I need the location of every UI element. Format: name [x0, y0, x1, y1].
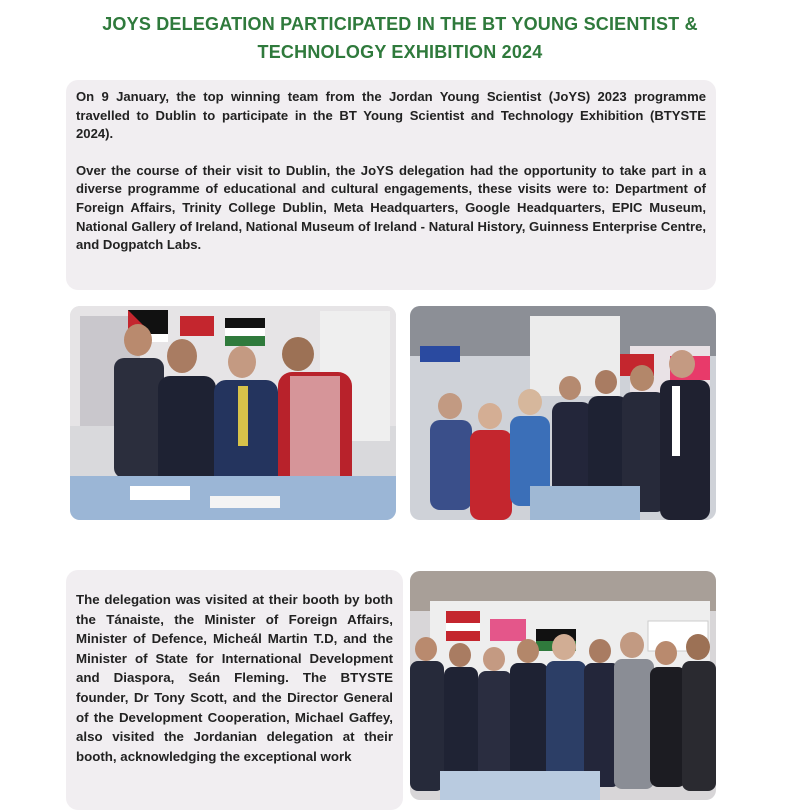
visit-paragraph: The delegation was visited at their booth by both the Tánaiste, the Minister of Foreign Affairs, Minister of Defence, Micheál Martin T.D, and the Minister of State for International Development and Diaspora, Seán Fleming. The BTYSTE founder, Dr Tony Scott, and the Director General of the Development Cooperation, Michael Gaffey, also visited the Jordanian delegation at their booth, acknowledging the exceptional work [76, 592, 393, 764]
intro-paragraph-1: On 9 January, the top winning team from the Jordan Young Scientist (JoYS) 2023 programme travelled to Dublin to participate in the BT Young Scientist and Technology Exhibition (BTYSTE 2024). [76, 89, 706, 142]
delegation-with-visitor-photo [70, 306, 396, 520]
intro-text-panel [66, 80, 716, 290]
visit-text-panel [66, 570, 403, 810]
delegation-at-booth-photo [410, 306, 716, 520]
group-with-officials-photo [410, 571, 716, 800]
page-title: JOYS DELEGATION PARTICIPATED IN THE BT YOUNG SCIENTIST & TECHNOLOGY EXHIBITION 2024 [102, 14, 698, 62]
intro-paragraph-2: Over the course of their visit to Dublin, the JoYS delegation had the opportunity to take part in a diverse programme of educational and cultural engagements, these visits were to: Department of Foreign Affairs, Trinity College Dublin, Meta Headquarters, Google Headquarters, EPIC Museum, National Gallery of Ireland, National Museum of Ireland - Natural History, Guinness Enterprise Centre, and Dogpatch Labs. [76, 162, 706, 253]
